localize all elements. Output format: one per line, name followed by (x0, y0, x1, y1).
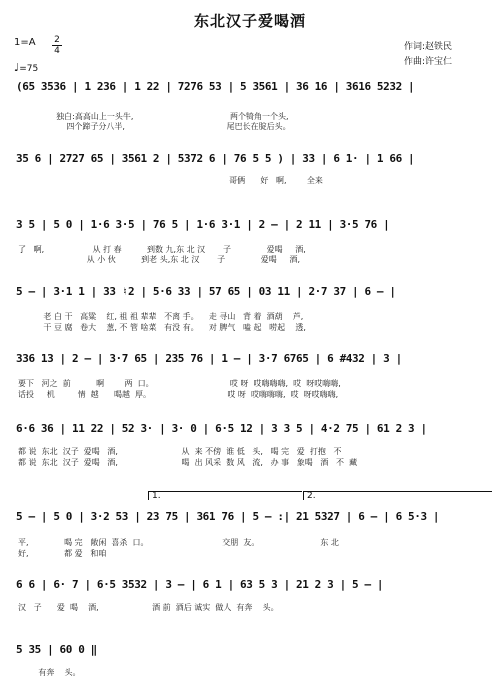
lyricist-credit: 作词:赵铁民 (404, 42, 453, 52)
lyric-line-1: 了 啊, 从 打 春 到数 九,东 北 汉 子 爱喝 酒, (18, 245, 306, 254)
lyric-line-2: 干 豆 腐 卷大 葱, 不 管 啥菜 有没 有。 对 脾气 嗑 起 唠起 透, (18, 323, 306, 332)
lyric-line-1: 老 白 干 高粱 红, 祖 祖 辈辈 不离 手。 走 寻山 背 着 酒葫 芦, (18, 312, 304, 321)
notation-line: 3 5 | 5 0 | 1·6 3·5 | 76 5 | 1·6 3·1 | 2 — | 2 11 | 3·5 76 | (16, 218, 390, 231)
key-signature: 1=A (14, 37, 36, 48)
lyric-line-1: 独白:高高山上一头牛, 两个犄角一个头, (18, 112, 289, 121)
composer-credit: 作曲:许宝仁 (404, 57, 453, 67)
notation-line: 5 — | 5 0 | 3·2 53 | 23 75 | 361 76 | 5 — :| 21 5327 | 6 — | 6 5·3 | (16, 510, 440, 523)
time-signature-bottom: 4 (54, 46, 60, 56)
lyric-line-2: 好, 都 爱 和咱 (18, 549, 107, 558)
notation-line: 336 13 | 2 — | 3·7 65 | 235 76 | 1 — | 3·7 6765 | 6 #432 | 3 | (16, 352, 402, 365)
notation-line: 6·6 36 | 11 22 | 52 3· | 3· 0 | 6·5 12 | 3 3 5 | 4·2 75 | 61 2 3 | (16, 422, 427, 435)
quarter-note-icon: ♩ (14, 61, 20, 74)
notation-line: 5 35 | 60 0 ‖ (16, 643, 97, 656)
notation-line: (65 3536 | 1 236 | 1 22 | 7276 53 | 5 3561 | 36 16 | 3616 5232 | (16, 80, 415, 93)
lyric-line-1: 哥俩 好 啊, 全来 (18, 176, 323, 185)
lyric-line-1: 有奔 头。 (18, 668, 81, 677)
lyric-line-1: 要下 河之 前 啊 两 口。 哎 呀 哎嗨嗨嗨, 哎 呀哎嗨嗨, (18, 379, 341, 388)
tempo-marking (14, 61, 38, 74)
lyric-line-2: 话投 机 情 越 喝越 厚。 哎 呀 哎嗨嗨嗨, 哎 呀哎嗨嗨, (18, 390, 339, 399)
lyric-line-1: 汉 子 爱 喝 酒, 酒 前 酒后 诚实 做人 有奔 头。 (18, 603, 279, 612)
second-ending-bracket: 2. (303, 491, 492, 500)
first-ending-bracket: 1. (148, 491, 302, 500)
lyric-line-1: 平, 喝 完 敞闲 喜杀 口。 交朋 友。 东 北 (18, 538, 339, 547)
lyric-line-2: 从 小 伙 到老 头,东 北 汉 子 爱喝 酒, (18, 255, 301, 264)
notation-line: 35 6 | 2727 65 | 3561 2 | 5372 6 | 76 5 5 ) | 33 | 6 1· | 1 66 | (16, 152, 415, 165)
lyric-line-1: 都 说 东北 汉子 爱喝 酒, 从 来 不傍 谁 低 头, 喝 完 爱 打抱 不 (18, 447, 342, 456)
tempo-value: =75 (19, 64, 39, 74)
song-title: 东北汉子爱喝酒 (193, 12, 306, 30)
lyric-line-2: 都 说 东北 汉子 爱喝 酒, 喝 出 风采 数 风 流, 办 事 象喝 酒 不 藏 (18, 458, 358, 467)
time-signature-top: 2 (54, 35, 60, 45)
notation-line: 5 — | 3·1 1 | 33 ♮2 | 5·6 33 | 57 65 | 03 11 | 2·7 37 | 6 — | (16, 285, 396, 298)
time-signature (52, 35, 62, 56)
lyric-line-2: 四个蹄子分八半, 尾巴长在腚后头。 (18, 122, 291, 131)
credits (404, 40, 452, 70)
notation-line: 6 6 | 6· 7 | 6·5 3532 | 3 — | 6 1 | 63 5 3 | 21 2 3 | 5 — | (16, 578, 384, 591)
